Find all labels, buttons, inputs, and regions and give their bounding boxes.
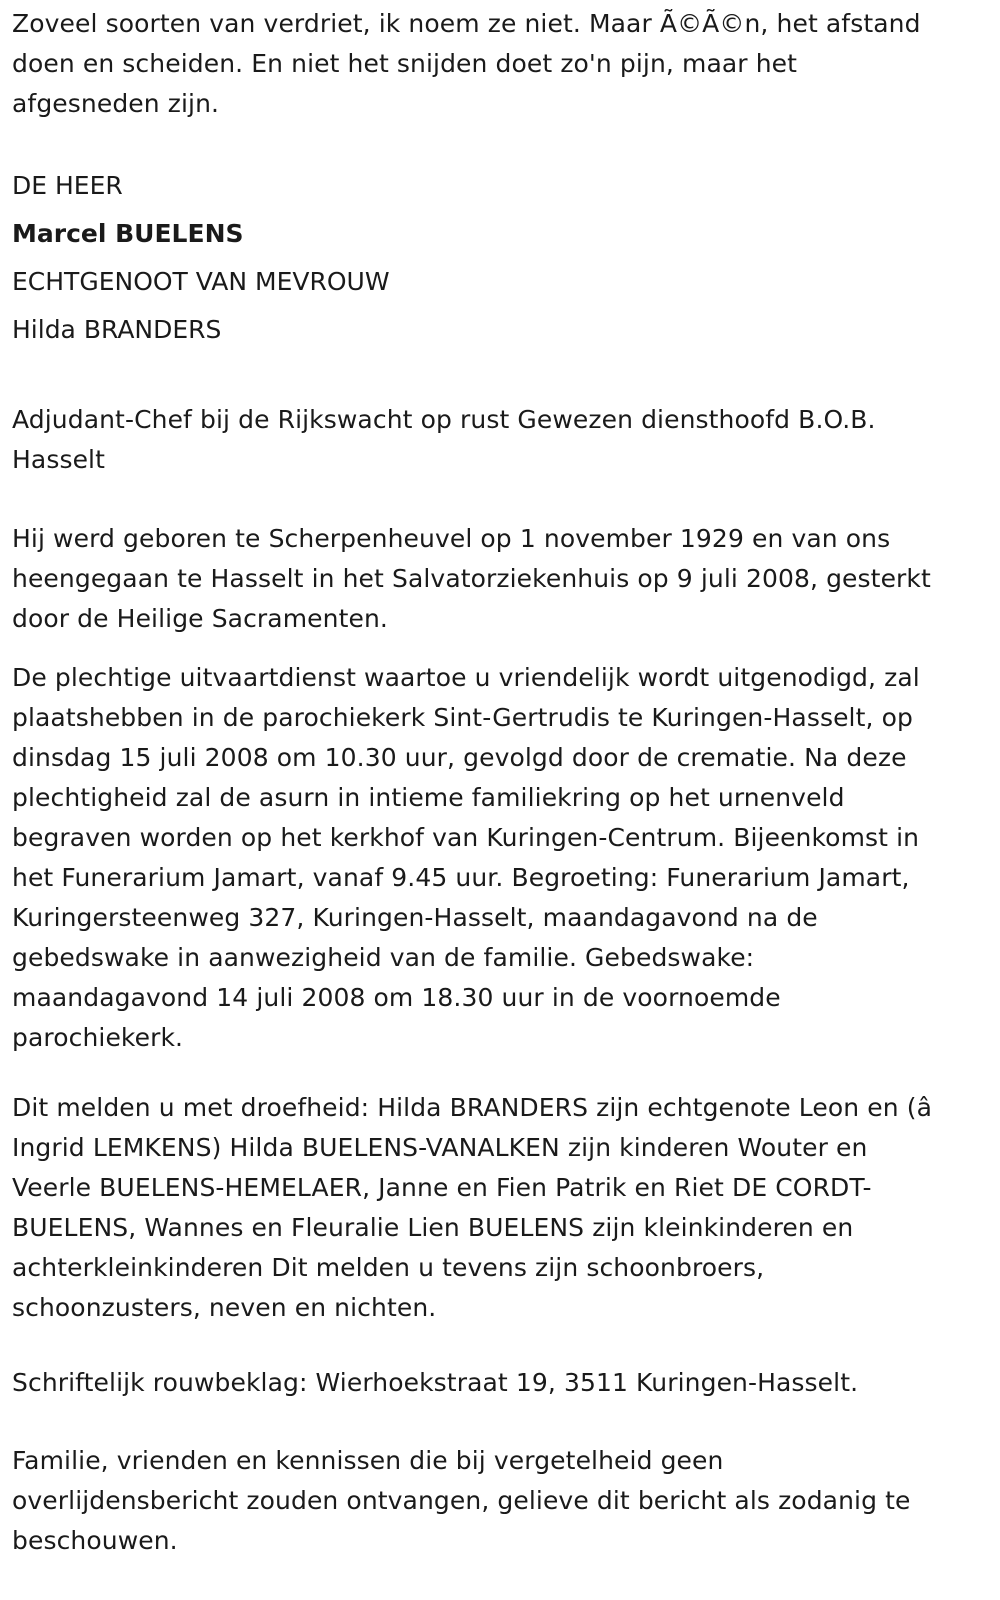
funeral-line: plaatshebben in de parochiekerk Sint-Gertrudis te Kuringen-Hasselt, op bbox=[12, 703, 913, 732]
announce-line: achterkleinkinderen Dit melden u tevens zijn schoonbroers, bbox=[12, 1253, 765, 1282]
funeral-line: begraven worden op het kerkhof van Kuringen-Centrum. Bijeenkomst in bbox=[12, 823, 920, 852]
born-line: Hij werd geboren te Scherpenheuvel op 1 november 1929 en van ons bbox=[12, 524, 891, 553]
intro-line: doen en scheiden. En niet het snijden doet zo'n pijn, maar het bbox=[12, 49, 798, 78]
deceased-name: Marcel BUELENS bbox=[12, 219, 244, 248]
deceased-heading bbox=[12, 162, 390, 354]
funeral-line: gebedswake in aanwezigheid van de familie. Gebedswake: bbox=[12, 943, 755, 972]
title-line: DE HEER bbox=[12, 171, 123, 200]
condolence-line: Schriftelijk rouwbeklag: Wierhoekstraat 19, 3511 Kuringen-Hasselt. bbox=[12, 1368, 859, 1397]
announce-line: Dit melden u met droefheid: Hilda BRANDERS zijn echtgenote Leon en (â bbox=[12, 1093, 932, 1122]
announce-line: Ingrid LEMKENS) Hilda BUELENS-VANALKEN zijn kinderen Wouter en bbox=[12, 1133, 868, 1162]
closing-paragraph bbox=[12, 1441, 997, 1561]
born-line: heengegaan te Hasselt in het Salvatorziekenhuis op 9 juli 2008, gesterkt bbox=[12, 564, 931, 593]
intro-quote bbox=[12, 4, 997, 124]
intro-line: afgesneden zijn. bbox=[12, 89, 220, 118]
closing-line: Familie, vrienden en kennissen die bij vergetelheid geen bbox=[12, 1446, 724, 1475]
rank-line: Adjudant-Chef bij de Rijkswacht op rust Gewezen diensthoofd B.O.B. bbox=[12, 405, 876, 434]
rank-line: Hasselt bbox=[12, 445, 105, 474]
relation-line: ECHTGENOOT VAN MEVROUW bbox=[12, 267, 390, 296]
funeral-paragraph bbox=[12, 658, 997, 1058]
funeral-line: parochiekerk. bbox=[12, 1023, 184, 1052]
funeral-line: De plechtige uitvaartdienst waartoe u vriendelijk wordt uitgenodigd, zal bbox=[12, 663, 920, 692]
funeral-line: maandagavond 14 juli 2008 om 18.30 uur in de voornoemde bbox=[12, 983, 781, 1012]
closing-line: beschouwen. bbox=[12, 1526, 178, 1555]
funeral-line: het Funerarium Jamart, vanaf 9.45 uur. Begroeting: Funerarium Jamart, bbox=[12, 863, 910, 892]
family-announcement bbox=[12, 1088, 1000, 1328]
funeral-line: plechtigheid zal de asurn in intieme familiekring op het urnenveld bbox=[12, 783, 845, 812]
funeral-line: dinsdag 15 juli 2008 om 10.30 uur, gevolgd door de crematie. Na deze bbox=[12, 743, 907, 772]
born-line: door de Heilige Sacramenten. bbox=[12, 604, 388, 633]
intro-line: Zoveel soorten van verdriet, ik noem ze niet. Maar Ã©Ã©n, het afstand bbox=[12, 9, 921, 38]
rank-paragraph bbox=[12, 400, 997, 480]
announce-line: BUELENS, Wannes en Fleuralie Lien BUELENS zijn kleinkinderen en bbox=[12, 1213, 854, 1242]
spouse-name: Hilda BRANDERS bbox=[12, 315, 222, 344]
condolence-address bbox=[12, 1363, 997, 1403]
announce-line: schoonzusters, neven en nichten. bbox=[12, 1293, 437, 1322]
birth-death-paragraph bbox=[12, 519, 997, 639]
closing-line: overlijdensbericht zouden ontvangen, gelieve dit bericht als zodanig te bbox=[12, 1486, 911, 1515]
announce-line: Veerle BUELENS-HEMELAER, Janne en Fien Patrik en Riet DE CORDT- bbox=[12, 1173, 872, 1202]
funeral-line: Kuringersteenweg 327, Kuringen-Hasselt, maandagavond na de bbox=[12, 903, 818, 932]
